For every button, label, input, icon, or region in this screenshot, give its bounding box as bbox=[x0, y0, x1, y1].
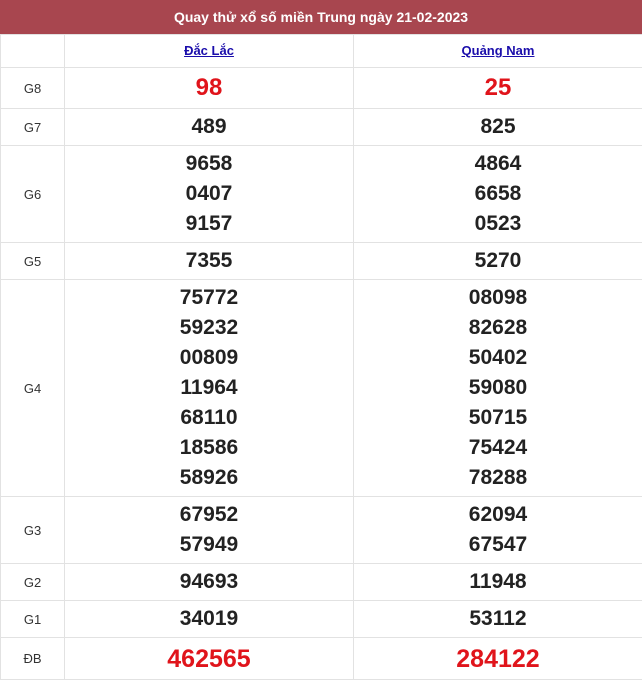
result-number: 0407 bbox=[185, 182, 233, 205]
header-title: Quay thử xổ số miền Trung ngày 21-02-2023 bbox=[173, 9, 469, 25]
result-cell bbox=[354, 564, 642, 601]
result-number: 5270 bbox=[474, 249, 522, 272]
result-number: 4864 bbox=[474, 152, 522, 175]
result-cell bbox=[354, 280, 642, 497]
prize-label: G5 bbox=[1, 243, 65, 280]
result-cell bbox=[65, 601, 354, 638]
result-number: 78288 bbox=[468, 466, 528, 489]
province-link-quang-nam[interactable]: Quảng Nam bbox=[461, 43, 535, 58]
result-number: 58926 bbox=[179, 466, 239, 489]
result-number: 62094 bbox=[468, 503, 528, 526]
result-cell bbox=[354, 601, 642, 638]
result-number: 25 bbox=[484, 74, 512, 101]
result-number: 75424 bbox=[468, 436, 528, 459]
result-number: 59232 bbox=[179, 316, 239, 339]
result-number: 6658 bbox=[474, 182, 522, 205]
result-number: 82628 bbox=[468, 316, 528, 339]
result-cell bbox=[354, 146, 642, 243]
result-number: 0523 bbox=[474, 212, 522, 235]
prize-row-g2 bbox=[1, 564, 642, 601]
result-cell bbox=[65, 497, 354, 564]
prize-row-g3 bbox=[1, 497, 642, 564]
result-number: 75772 bbox=[179, 286, 239, 309]
result-number: 7355 bbox=[185, 249, 233, 272]
result-number: 59080 bbox=[468, 376, 528, 399]
special-prize-number: 284122 bbox=[456, 644, 540, 673]
result-number: 98 bbox=[195, 74, 223, 101]
result-cell bbox=[354, 68, 642, 109]
blank-header-cell bbox=[1, 35, 65, 68]
result-cell bbox=[354, 243, 642, 280]
result-number: 50402 bbox=[468, 346, 528, 369]
result-cell bbox=[354, 109, 642, 146]
prize-label: G4 bbox=[1, 280, 65, 497]
result-cell bbox=[65, 243, 354, 280]
prize-row-g8 bbox=[1, 68, 642, 109]
province-header-2 bbox=[354, 35, 642, 68]
result-cell bbox=[65, 68, 354, 109]
result-cell bbox=[65, 280, 354, 497]
result-cell bbox=[354, 497, 642, 564]
result-cell bbox=[65, 146, 354, 243]
result-number: 08098 bbox=[468, 286, 528, 309]
result-number: 00809 bbox=[179, 346, 239, 369]
prize-row-g4 bbox=[1, 280, 642, 497]
result-number: 9157 bbox=[185, 212, 233, 235]
result-number: 67547 bbox=[468, 533, 528, 556]
prize-row-g7 bbox=[1, 109, 642, 146]
result-number: 68110 bbox=[180, 406, 238, 429]
prize-label: ĐB bbox=[1, 638, 65, 680]
result-cell bbox=[354, 638, 642, 680]
prize-row-g1 bbox=[1, 601, 642, 638]
prize-row-g6 bbox=[1, 146, 642, 243]
prize-row-g5 bbox=[1, 243, 642, 280]
prize-row-special bbox=[1, 638, 642, 680]
result-number: 18586 bbox=[179, 436, 239, 459]
province-link-dak-lak[interactable]: Đắc Lắc bbox=[184, 43, 234, 58]
result-number: 11964 bbox=[180, 376, 238, 399]
result-number: 53112 bbox=[469, 607, 527, 630]
prize-label: G3 bbox=[1, 497, 65, 564]
prize-label: G2 bbox=[1, 564, 65, 601]
result-cell bbox=[65, 638, 354, 680]
results-header bbox=[0, 0, 642, 34]
special-prize-number: 462565 bbox=[167, 644, 251, 673]
result-number: 67952 bbox=[179, 503, 239, 526]
prize-label: G1 bbox=[1, 601, 65, 638]
result-number: 57949 bbox=[179, 533, 239, 556]
prize-label: G7 bbox=[1, 109, 65, 146]
result-number: 34019 bbox=[179, 607, 239, 630]
prize-label: G6 bbox=[1, 146, 65, 243]
result-cell bbox=[65, 564, 354, 601]
province-header-row bbox=[1, 35, 642, 68]
result-number: 50715 bbox=[468, 406, 528, 429]
result-number: 489 bbox=[191, 115, 227, 138]
result-number: 11948 bbox=[469, 570, 527, 593]
result-number: 825 bbox=[480, 115, 516, 138]
results-table bbox=[0, 34, 642, 680]
result-cell bbox=[65, 109, 354, 146]
result-number: 94693 bbox=[179, 570, 239, 593]
result-number: 9658 bbox=[185, 152, 233, 175]
prize-label: G8 bbox=[1, 68, 65, 109]
province-header-1 bbox=[65, 35, 354, 68]
